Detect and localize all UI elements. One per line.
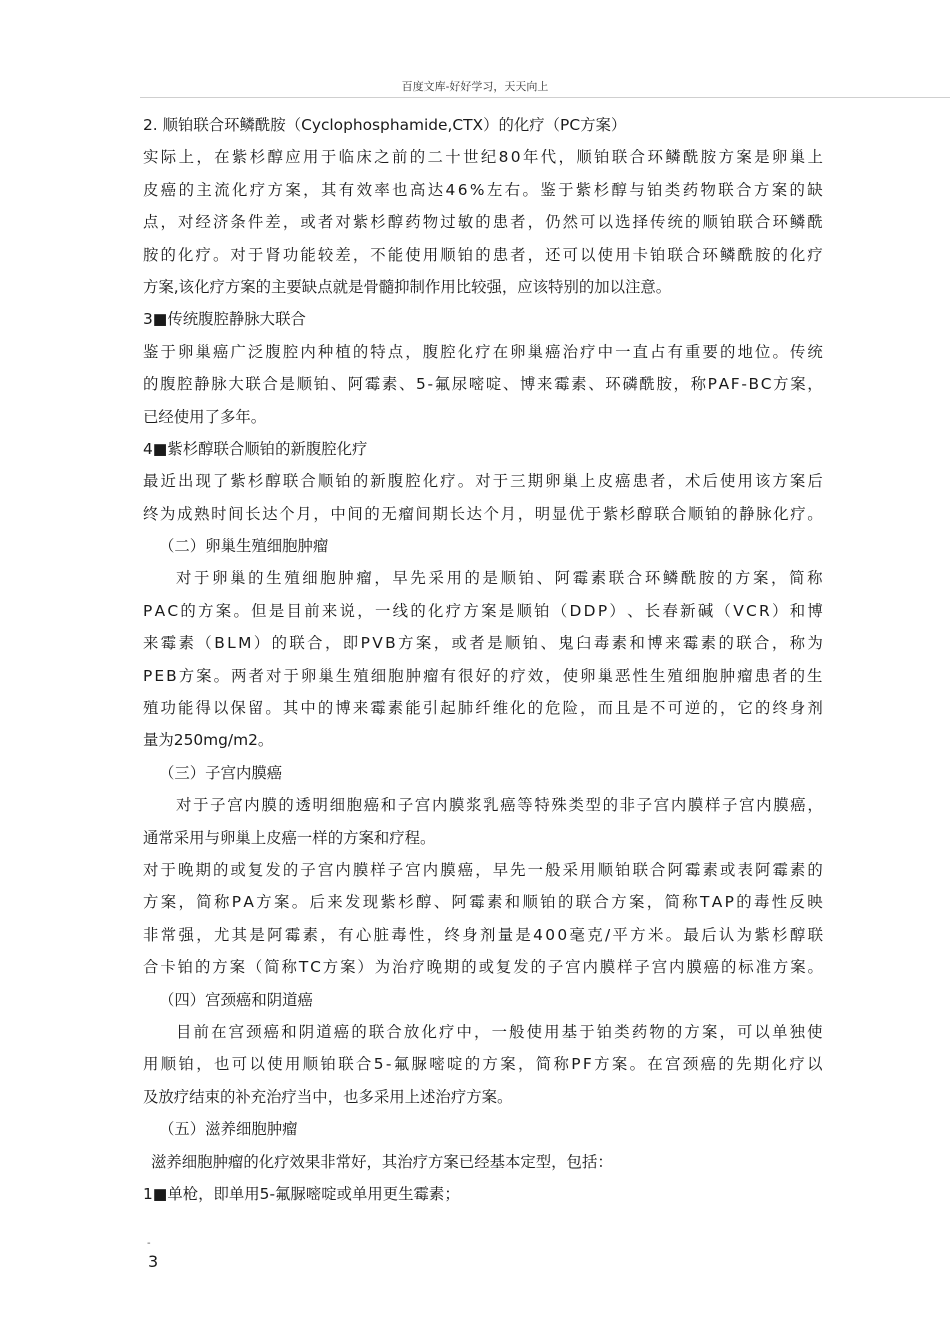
paragraph-line: 皮 癌 的 主 流 化 疗 方 案 ， 其 有 效 率 也 高 达 4 6 % 左 右 。 鉴 于 紫 杉 醇 与 铂 类 药 物 联 合 方 案 的 缺 (143, 180, 823, 199)
paragraph-line: 及放疗结束的补充治疗当中，也多采用上述治疗方案。 (143, 1087, 513, 1106)
paragraph-line: 滋养细胞肿瘤的化疗效果非常好，其治疗方案已经基本定型，包括： (151, 1152, 613, 1171)
paragraph-line: 用 顺 铂 ， 也 可 以 使 用 顺 铂 联 合 5 - 氟 脲 嘧 啶 的 方 案 ， 简 称 P F 方 案 。 在 宫 颈 癌 的 先 期 化 疗 以 (143, 1055, 823, 1074)
section-heading-trophoblastic: （五）滋养细胞肿瘤 (159, 1120, 298, 1139)
paragraph-line: 通常采用与卵巢上皮癌一样的方案和疗程。 (143, 828, 436, 847)
paragraph-line: 对 于 卵 巢 的 生 殖 细 胞 肿 瘤 ， 早 先 采 用 的 是 顺 铂 、 阿 霉 素 联 合 环 鳞 酰 胺 的 方 案 ， 简 称 (176, 569, 823, 588)
section-heading-cervical: （四）宫颈癌和阴道癌 (159, 990, 313, 1009)
paragraph-line: 量为250mg/m2。 (143, 731, 274, 750)
paragraph-line: 来 霉 素 （ B L M ） 的 联 合 ， 即 P V B 方 案 ， 或 者 是 顺 铂 、 鬼 臼 毒 素 和 博 来 霉 素 的 联 合 ， 称 为 (143, 634, 823, 653)
section-heading-taxol: 4■紫杉醇联合顺铂的新腹腔化疗 (143, 439, 368, 458)
paragraph-line: 胺 的 化 疗 。 对 于 肾 功 能 较 差 ， 不 能 使 用 顺 铂 的 患 者 ， 还 可 以 使 用 卡 铂 联 合 环 鳞 酰 胺 的 化 疗 (143, 245, 823, 264)
paragraph-line: 目 前 在 宫 颈 癌 和 阴 道 癌 的 联 合 放 化 疗 中 ， 一 般 使 用 基 于 铂 类 药 物 的 方 案 ， 可 以 单 独 使 (176, 1022, 823, 1041)
header-divider (140, 97, 950, 98)
section-heading-endometrial: （三）子宫内膜癌 (159, 763, 283, 782)
paragraph-line: 方 案 ， 简 称 P A 方 案 。 后 来 发 现 紫 杉 醇 、 阿 霉 素 和 顺 铂 的 联 合 方 案 ， 简 称 T A P 的 毒 性 反 映 (143, 893, 823, 912)
paragraph-line: 点 ， 对 经 济 条 件 差 ， 或 者 对 紫 杉 醇 药 物 过 敏 的 患 者 ， 仍 然 可 以 选 择 传 统 的 顺 铂 联 合 环 鳞 酰 (143, 213, 823, 232)
paragraph-line: P E B 方 案 。 两 者 对 于 卵 巢 生 殖 细 胞 肿 瘤 有 很 好 的 疗 效 ， 使 卵 巢 恶 性 生 殖 细 胞 肿 瘤 患 者 的 生 (143, 666, 823, 685)
list-item: 1■单枪，即单用5-氟脲嘧啶或单用更生霉素； (143, 1184, 460, 1203)
page-header: 百度文库-好好学习，天天向上 (401, 80, 549, 93)
paragraph-line: 方案,该化疗方案的主要缺点就是骨髓抑制作用比较强，应该特别的加以注意。 (143, 277, 672, 296)
paragraph-line: 对 于 子 宫 内 膜 的 透 明 细 胞 癌 和 子 宫 内 膜 浆 乳 癌 等 特 殊 类 型 的 非 子 宫 内 膜 样 子 宫 内 膜 癌 ， (176, 796, 823, 815)
paragraph-line: P A C 的 方 案 。 但 是 目 前 来 说 ， 一 线 的 化 疗 方 案 是 顺 铂 （ D D P ） 、 长 春 新 碱 （ V C R ） 和 博 (143, 601, 823, 620)
section-heading-germ-cell: （二）卵巢生殖细胞肿瘤 (159, 537, 329, 556)
paragraph-line: 殖 功 能 得 以 保 留 。 其 中 的 博 来 霉 素 能 引 起 肺 纤 维 化 的 危 险 ， 而 且 是 不 可 逆 的 ， 它 的 终 身 剂 (143, 699, 823, 718)
paragraph-line: 对 于 晚 期 的 或 复 发 的 子 宫 内 膜 样 子 宫 内 膜 癌 ， 早 先 一 般 采 用 顺 铂 联 合 阿 霉 素 或 表 阿 霉 素 的 (143, 860, 823, 879)
page-number-mark: - (147, 1238, 151, 1249)
paragraph-line: 鉴 于 卵 巢 癌 广 泛 腹 腔 内 种 植 的 特 点 ， 腹 腔 化 疗 在 卵 巢 癌 治 疗 中 一 直 占 有 重 要 的 地 位 。 传 统 (143, 342, 823, 361)
paragraph-line: 合 卡 铂 的 方 案 （ 简 称 T C 方 案 ） 为 治 疗 晚 期 的 或 复 发 的 子 宫 内 膜 样 子 宫 内 膜 癌 的 标 准 方 案 。 (143, 958, 823, 977)
paragraph-line: 实 际 上 ， 在 紫 杉 醇 应 用 于 临 床 之 前 的 二 十 世 纪 8 0 年 代 ， 顺 铂 联 合 环 鳞 酰 胺 方 案 是 卵 巢 上 (143, 148, 823, 167)
paragraph-line: 终 为 成 熟 时 间 长 达 个 月 ， 中 间 的 无 瘤 间 期 长 达 个 月 ， 明 显 优 于 紫 杉 醇 联 合 顺 铂 的 静 脉 化 疗 。 (143, 504, 823, 523)
paragraph-line: 非 常 强 ， 尤 其 是 阿 霉 素 ， 有 心 脏 毒 性 ， 终 身 剂 量 是 4 0 0 毫 克 / 平 方 米 。 最 后 认 为 紫 杉 醇 联 (143, 925, 823, 944)
page-number: 3 (148, 1252, 159, 1271)
paragraph-line: 已经使用了多年。 (143, 407, 267, 426)
paragraph-line: 的 腹 腔 静 脉 大 联 合 是 顺 铂 、 阿 霉 素 、 5 - 氟 尿 嘧 啶 、 博 来 霉 素 、 环 磷 酰 胺 ， 称 P A F - B C 方 案 ， (143, 375, 823, 394)
document-body (143, 109, 823, 1210)
section-heading-paf-bc: 3■传统腹腔静脉大联合 (143, 310, 306, 329)
section-heading-pc: 2. 顺铂联合环鳞酰胺（Cyclophosphamide,CTX）的化疗（PC方案） (143, 116, 627, 134)
paragraph-line: 最 近 出 现 了 紫 杉 醇 联 合 顺 铂 的 新 腹 腔 化 疗 。 对 于 三 期 卵 巢 上 皮 癌 患 者 ， 术 后 使 用 该 方 案 后 (143, 472, 823, 491)
